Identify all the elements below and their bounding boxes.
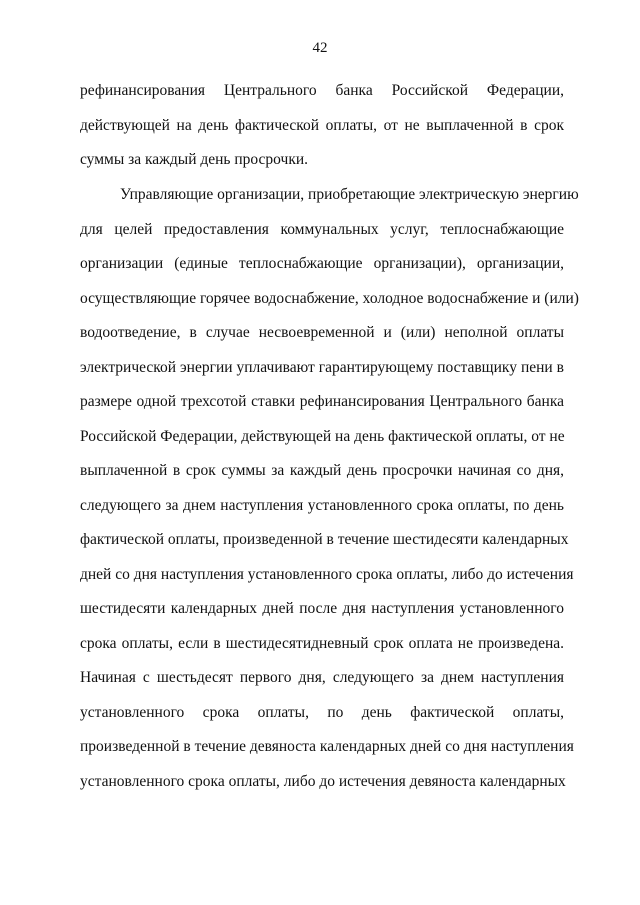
paragraph-line: действующей на день фактической оплаты, от не выплаченной в срок — [80, 116, 564, 134]
paragraph-line: срока оплаты, если в шестидесятидневный срок оплата не произведена. — [80, 634, 564, 652]
paragraph-line: суммы за каждый день просрочки. — [80, 151, 309, 168]
paragraph-line: следующего за днем наступления установленного срока оплаты, по день — [80, 496, 564, 514]
paragraph-line: организации (единые теплоснабжающие организации), организации, — [80, 255, 564, 272]
paragraph-line: электрической энергии уплачивают гарантирующему поставщику пени в — [80, 358, 564, 376]
page-number: 42 — [312, 40, 328, 56]
paragraph-line: установленного срока оплаты, либо до истечения девяноста календарных — [80, 772, 566, 790]
paragraph-line: для целей предоставления коммунальных услуг, теплоснабжающие — [80, 220, 564, 238]
paragraph-line: произведенной в течение девяноста календарных дней со дня наступления — [80, 738, 574, 755]
paragraph-line: выплаченной в срок суммы за каждый день просрочки начиная со дня, — [80, 462, 564, 479]
paragraph-line: Российской Федерации, действующей на день фактической оплаты, от не — [80, 427, 565, 445]
paragraph-line: Управляющие организации, приобретающие электрическую энергию — [120, 186, 579, 203]
paragraph-line: фактической оплаты, произведенной в течение шестидесяти календарных — [80, 531, 569, 548]
paragraph-1 — [80, 74, 564, 178]
paragraph-line: водоотведение, в случае несвоевременной и (или) неполной оплаты — [80, 324, 564, 341]
paragraph-line: осуществляющие горячее водоснабжение, холодное водоснабжение и (или) — [80, 289, 579, 307]
paragraph-line: Начиная с шестьдесят первого дня, следующего за днем наступления — [80, 669, 564, 686]
paragraph-2 — [80, 178, 579, 799]
paragraph-line: дней со дня наступления установленного срока оплаты, либо до истечения — [80, 565, 574, 583]
paragraph-line: шестидесяти календарных дней после дня наступления установленного — [80, 600, 564, 617]
paragraph-line: рефинансирования Центрального банка Российской Федерации, — [80, 82, 564, 99]
paragraph-line: установленного срока оплаты, по день фактической оплаты, — [80, 703, 564, 721]
paragraph-line: размере одной трехсотой ставки рефинансирования Центрального банка — [80, 393, 564, 410]
